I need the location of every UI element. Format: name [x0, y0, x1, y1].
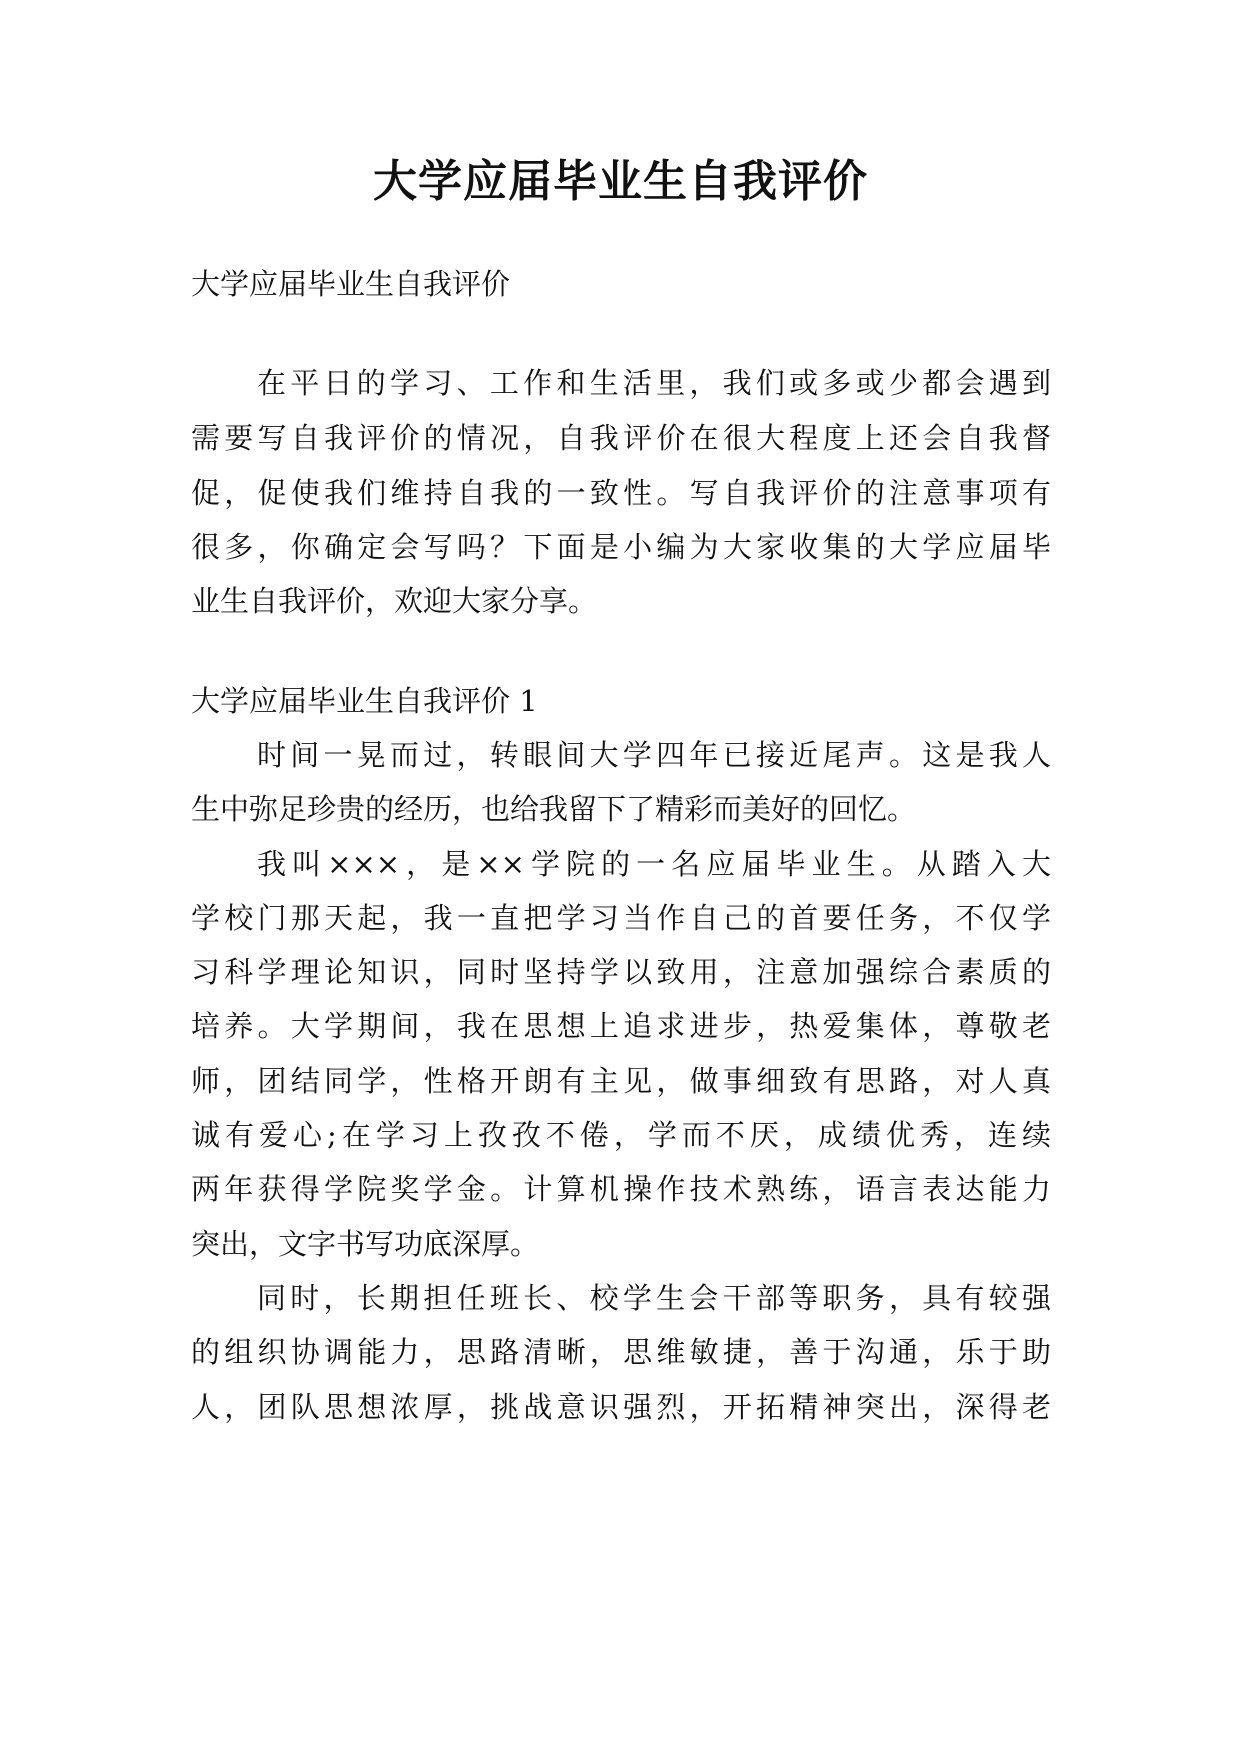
body-line: 诚有爱心;在学习上孜孜不倦，学而不厌，成绩优秀，连续 — [191, 1118, 1051, 1152]
body-line: 我叫×××，是××学院的一名应届毕业生。从踏入大 — [257, 847, 1051, 881]
body-line: 两年获得学院奖学金。计算机操作技术熟练，语言表达能力 — [191, 1172, 1051, 1206]
intro-line: 促，促使我们维持自我的一致性。写自我评价的注意事项有 — [191, 476, 1051, 510]
intro-line: 很多，你确定会写吗？下面是小编为大家收集的大学应届毕 — [191, 530, 1051, 564]
section-heading: 大学应届毕业生自我评价 1 — [191, 684, 538, 718]
intro-line: 需要写自我评价的情况，自我评价在很大程度上还会自我督 — [191, 421, 1051, 455]
intro-line: 在平日的学习、工作和生活里，我们或多或少都会遇到 — [257, 366, 1051, 400]
body-line: 的组织协调能力，思路清晰，思维敏捷，善于沟通，乐于助 — [191, 1335, 1051, 1369]
document-title: 大学应届毕业生自我评价 — [373, 156, 868, 207]
body-line: 培养。大学期间，我在思想上追求进步，热爱集体，尊敬老 — [191, 1009, 1051, 1043]
body-line: 突出，文字书写功底深厚。 — [191, 1227, 540, 1261]
document-subtitle: 大学应届毕业生自我评价 — [191, 267, 511, 301]
intro-line: 业生自我评价，欢迎大家分享。 — [191, 584, 598, 618]
body-line: 时间一晃而过，转眼间大学四年已接近尾声。这是我人 — [257, 738, 1051, 772]
body-line: 生中弥足珍贵的经历，也给我留下了精彩而美好的回忆。 — [191, 792, 917, 826]
body-line: 学校门那天起，我一直把学习当作自己的首要任务，不仅学 — [191, 901, 1051, 935]
body-line: 人，团队思想浓厚，挑战意识强烈，开拓精神突出，深得老 — [191, 1390, 1051, 1424]
body-line: 同时，长期担任班长、校学生会干部等职务，具有较强 — [257, 1281, 1051, 1315]
body-line: 习科学理论知识，同时坚持学以致用，注意加强综合素质的 — [191, 955, 1051, 989]
body-line: 师，团结同学，性格开朗有主见，做事细致有思路，对人真 — [191, 1064, 1051, 1098]
